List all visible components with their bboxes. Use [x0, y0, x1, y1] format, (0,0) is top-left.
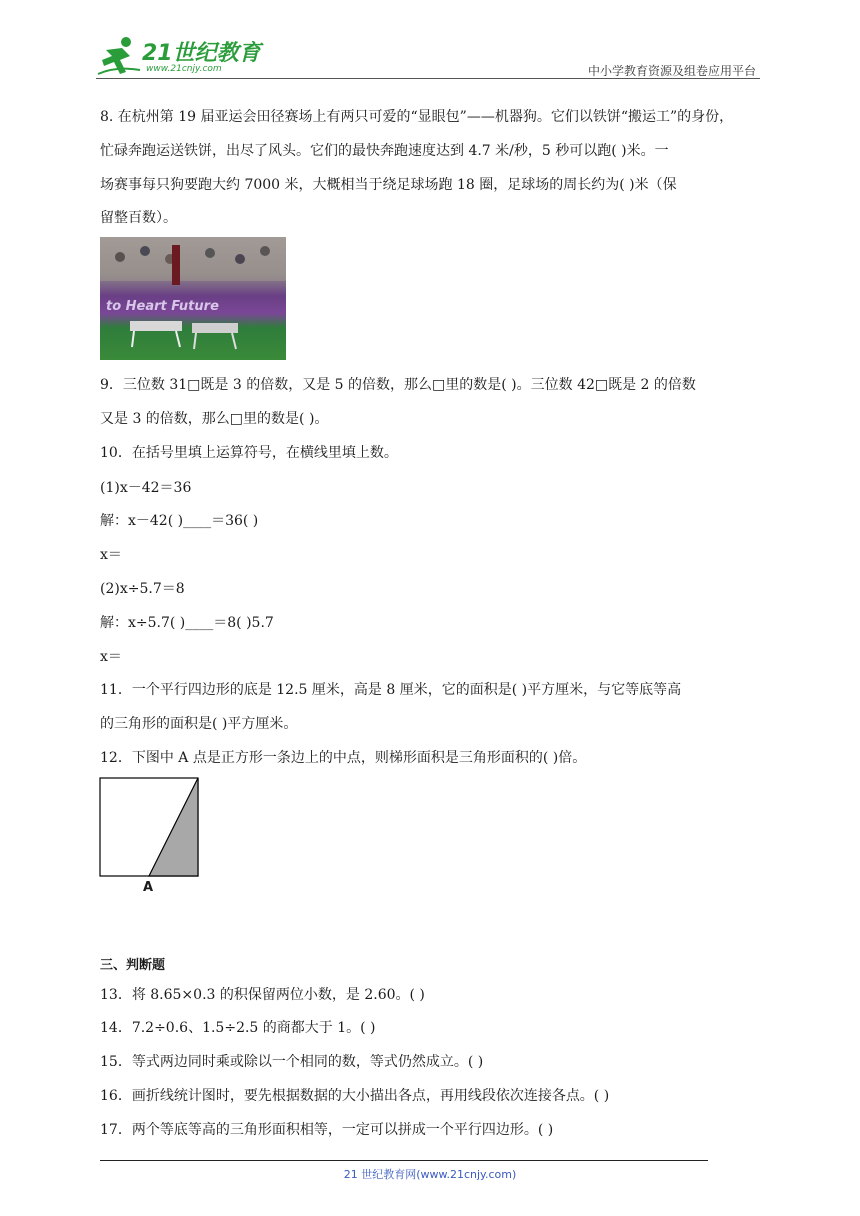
footer-divider: [100, 1160, 708, 1161]
photo-banner-text: to Heart Future: [106, 299, 219, 314]
question-13: 13．将 8.65×0.3 的积保留两位小数，是 2.60。( ): [100, 987, 425, 1003]
q9-line-2: 又是 3 的倍数，那么□里的数是( )。: [100, 411, 329, 427]
question-14: 14．7.2÷0.6、1.5÷2.5 的商都大于 1。( ): [100, 1020, 376, 1036]
q8-line-2: 忙碌奔跑运送铁饼，出尽了风头。它们的最快奔跑速度达到 4.7 米/秒，5 秒可以跑( )米。一: [100, 143, 669, 159]
q9-line-1: 9．三位数 31□既是 3 的倍数，又是 5 的倍数，那么□里的数是( )。三位数 42□既是 2 的倍数: [100, 377, 696, 393]
q8-line-4: 留整百数）。: [100, 210, 177, 226]
question-17: 17．两个等底等高的三角形面积相等，一定可以拼成一个平行四边形。( ): [100, 1122, 554, 1138]
q10-part-2: (2)x÷5.7＝8: [100, 581, 185, 597]
q10-solution-1: 解：x－42( )____＝36( ): [100, 513, 259, 529]
q12-line-1: 12．下图中 A 点是正方形一条边上的中点，则梯形面积是三角形面积的( )倍。: [100, 750, 587, 766]
q10-x-1: x＝: [100, 547, 122, 563]
header-logo: [96, 34, 266, 80]
logo-url: www.21cnjy.com: [146, 64, 222, 74]
robot-dog-photo: [100, 237, 286, 360]
header-platform-text: 中小学教育资源及组卷应用平台: [587, 64, 756, 78]
question-16: 16．画折线统计图时，要先根据数据的大小描出各点，再用线段依次连接各点。( ): [100, 1088, 610, 1104]
q8-line-3: 场赛事每只狗要跑大约 7000 米，大概相当于绕足球场跑 18 圈，足球场的周长约为( )米（保: [100, 177, 677, 193]
footer-text: 21 世纪教育网(www.21cnjy.com): [343, 1168, 517, 1181]
section-3-title: 三、判断题: [100, 958, 166, 973]
square-trapezoid-figure: [99, 777, 201, 879]
q11-line-2: 的三角形的面积是( )平方厘米。: [100, 716, 298, 732]
q10-part-1: (1)x－42＝36: [100, 480, 192, 496]
runner-icon: [96, 36, 142, 76]
question-15: 15．等式两边同时乘或除以一个相同的数，等式仍然成立。( ): [100, 1054, 484, 1070]
q10-title: 10．在括号里填上运算符号，在横线里填上数。: [100, 445, 398, 461]
q11-line-1: 11．一个平行四边形的底是 12.5 厘米，高是 8 厘米，它的面积是( )平方厘米，与它等底等高: [100, 682, 682, 698]
logo-title: 21世纪教育: [142, 41, 261, 66]
q10-x-2: x＝: [100, 649, 122, 665]
q10-solution-2: 解：x÷5.7( )____＝8( )5.7: [100, 615, 274, 631]
q8-line-1: 8. 在杭州第 19 届亚运会田径赛场上有两只可爱的“显眼包”——机器狗。它们以铁饼“搬运工”的身份，: [100, 109, 734, 125]
header-divider: [96, 78, 760, 79]
point-a-label: A: [143, 880, 154, 895]
